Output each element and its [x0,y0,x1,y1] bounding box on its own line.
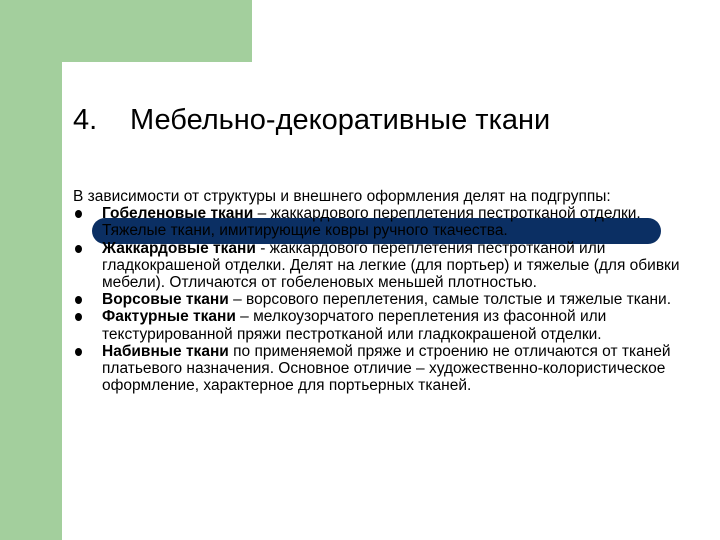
item-term: Ворсовые ткани [102,291,229,309]
item-term: Фактурные ткани [102,308,236,326]
bullet-dot-icon [75,296,82,304]
item-text: – ворсового переплетения, самые толстые и тяжелые ткани. [228,291,672,309]
bullet-list [73,205,693,394]
slide-body [73,188,693,394]
item-term: Набивные ткани [102,342,229,360]
bullet-dot-icon [75,313,82,321]
title-number: 4. [73,104,98,136]
list-item [73,205,693,239]
item-term: Жаккардовые ткани [102,239,256,257]
title-text: Мебельно-декоративные ткани [130,104,551,136]
list-item [73,343,693,395]
intro-text: В зависимости от структуры и внешнего оформления делят на подгруппы: [73,188,611,205]
item-text: по применяемой пряже и строению не отличаются от тканей платьевого назначения. Основное отличие – художественно-колористическое оформление, характерное для портьерных тканей. [102,342,671,395]
list-item [73,240,693,292]
list-item [73,291,693,308]
bullet-dot-icon [75,210,82,218]
item-text: – жаккардового переплетения пестротканой отделки. Тяжелые ткани, имитирующие ковры ручного ткачества. [102,205,641,240]
slide-title [73,104,550,137]
item-text: – мелкоузорчатого переплетения из фасонной или текстурированной пряжи пестротканой или гладкокрашеной отделки. [102,308,607,343]
list-item [73,308,693,342]
bullet-dot-icon [75,348,82,356]
decorative-green-band-left [0,0,62,540]
item-term: Гобеленовые ткани [102,205,254,223]
item-text: - жаккардового переплетения пестротканой или гладкокрашеной отделки. Делят на легкие (для портьер) и тяжелые (для обивки мебели). Отличаются от гобеленовых меньшей плотностью. [102,239,680,292]
bullet-dot-icon [75,245,82,253]
